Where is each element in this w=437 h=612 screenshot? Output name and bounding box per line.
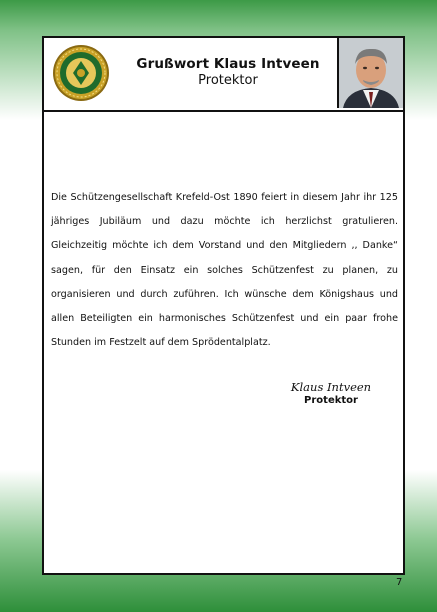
signature-role: Protektor bbox=[304, 395, 358, 406]
header bbox=[44, 38, 403, 112]
signature bbox=[266, 380, 396, 406]
portrait-photo bbox=[337, 38, 403, 108]
page-frame bbox=[42, 36, 405, 575]
club-emblem-icon bbox=[52, 44, 110, 102]
body-text bbox=[51, 186, 398, 355]
body-paragraph: Die Schützengesellschaft Krefeld-Ost 1890 feiert in diesem Jahr ihr 125 jähriges Jubiläum und dazu möchte ich herzlichst gratulieren. Gleichzeitig möchte ich dem Vorstand und den Mitgliedern ,, Danke“ sagen, für den Einsatz ein solches Schützenfest zu planen, zu organisieren und durch zuführen. Ich wünsche dem Königshaus und allen Beteiligten ein harmonisches Schützenfest und ein paar frohe Stunden im Festzelt auf dem Sprödentalplatz. bbox=[51, 192, 398, 349]
signature-name: Klaus Intveen bbox=[290, 380, 372, 394]
page-subtitle: Protektor bbox=[198, 73, 258, 88]
page-title: Grußwort Klaus Intveen bbox=[136, 56, 320, 72]
title-block bbox=[116, 56, 340, 88]
portrait-icon bbox=[339, 38, 403, 108]
page-number: 7 bbox=[396, 577, 403, 588]
